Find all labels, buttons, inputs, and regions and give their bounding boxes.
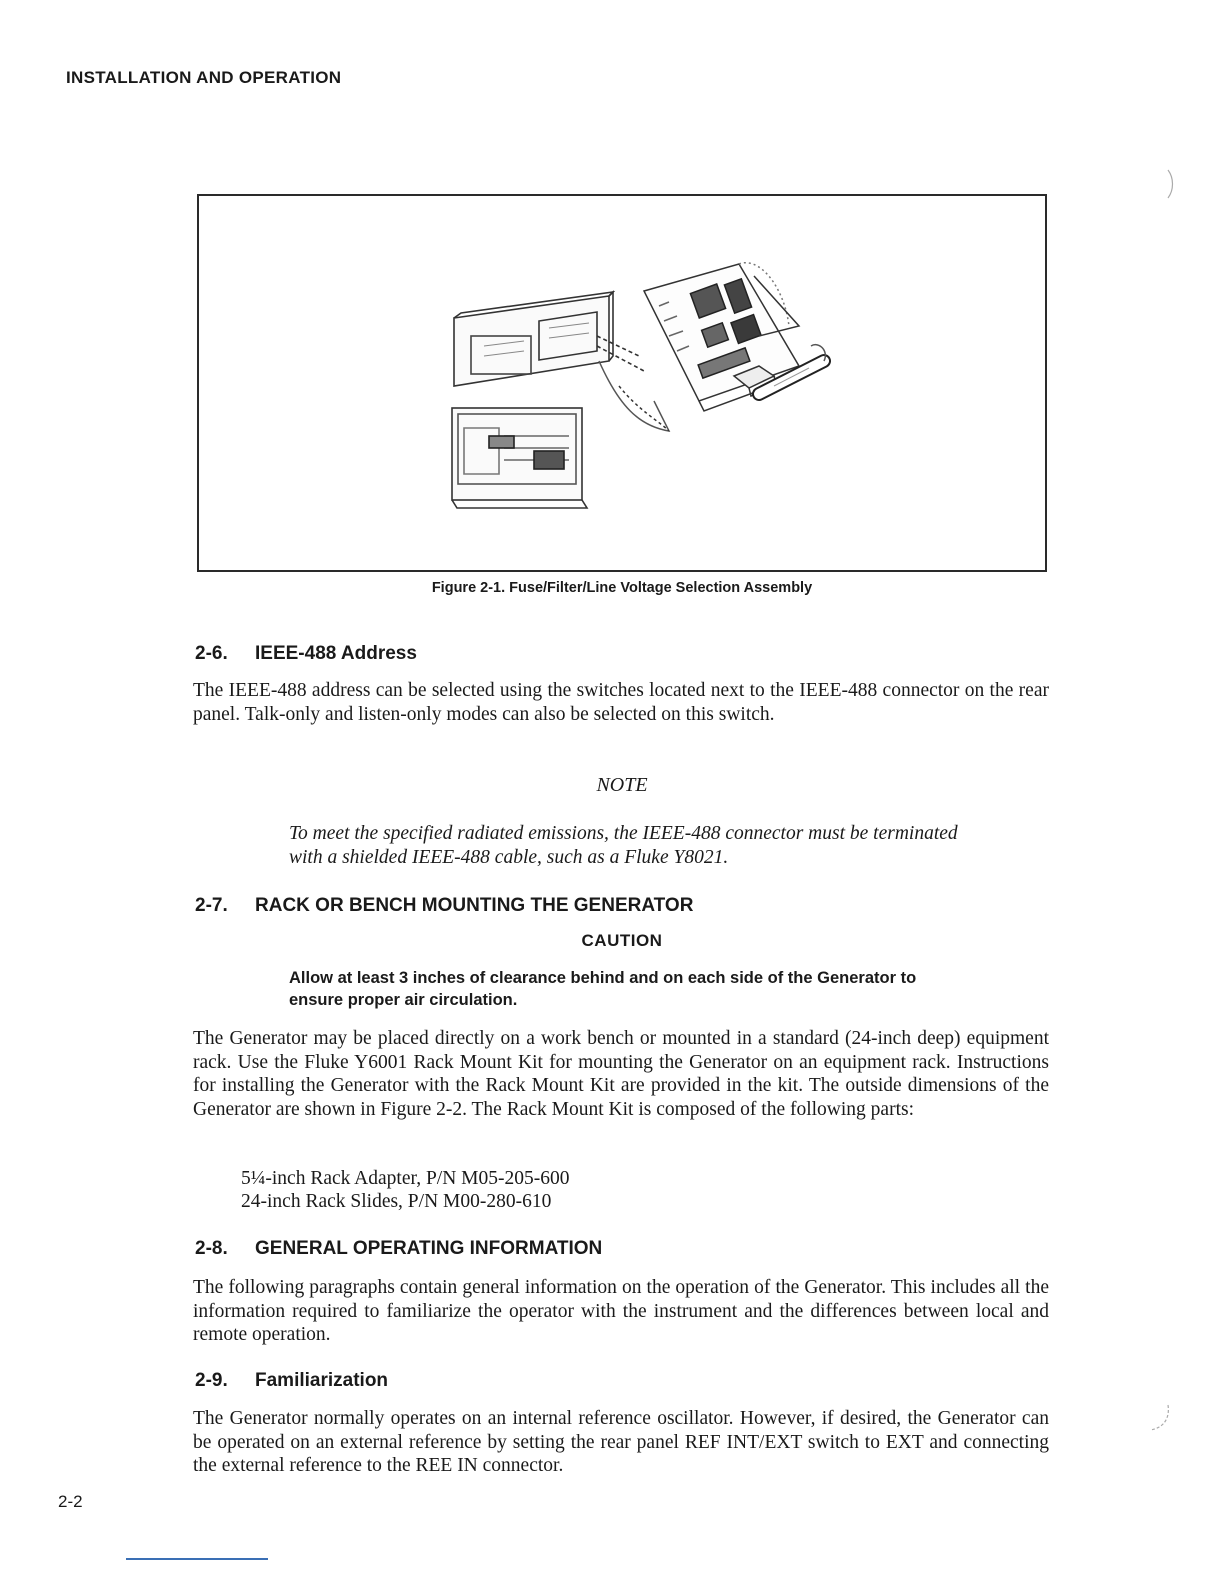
section-number: 2-6. (195, 643, 228, 664)
section-title: Familiarization (255, 1370, 389, 1391)
caution-text: Allow at least 3 inches of clearance behind and on each side of the Generator to ensure proper air circulation. (289, 969, 917, 1009)
section-heading-2-6 (195, 643, 417, 665)
scan-margin-marks (1150, 160, 1190, 760)
rear-panel-board-drawing (599, 263, 804, 431)
page-number: 2-2 (58, 1492, 83, 1511)
section-2-9-paragraph: The Generator normally operates on an internal reference oscillator. However, if desired, the Generator can be operated on an external reference by setting the rear panel REF INT/EXT switch to EXT and connecting the external reference to the REE IN connector. (193, 1408, 1049, 1476)
section-2-7-paragraph: The Generator may be placed directly on a work bench or mounted in a standard (24-inch deep) equipment rack. Use the Fluke Y6001 Rack Mount Kit for mounting the Generator on an equipment rack. Instructions for installing the Generator with the Rack Mount Kit are provided in the kit. The outside dimensions of the Generator are shown in Figure 2-2. The Rack Mount Kit is composed of the following parts: (193, 1028, 1049, 1120)
front-view-drawing (452, 408, 587, 508)
section-number: 2-9. (195, 1370, 228, 1391)
section-2-8-paragraph: The following paragraphs contain general information on the operation of the Generator. This includes all the information required to familiarize the operator with the instrument and the differences between local and remote operation. (193, 1277, 1049, 1345)
figure-caption: Figure 2-1. Fuse/Filter/Line Voltage Selection Assembly (431, 580, 813, 596)
section-heading-2-8 (195, 1238, 602, 1260)
fuse-assembly-illustration (199, 196, 1045, 570)
figure-frame (197, 194, 1047, 572)
section-number: 2-7. (195, 895, 228, 916)
section-2-6-paragraph: The IEEE-488 address can be selected using the switches located next to the IEEE-488 connector on the rear panel. Talk-only and listen-only modes can also be selected on this switch. (193, 680, 1049, 725)
note-title: NOTE (596, 774, 648, 796)
scan-margin-mark (1140, 1400, 1180, 1440)
section-title: GENERAL OPERATING INFORMATION (255, 1238, 603, 1259)
caution-title: CAUTION (581, 931, 663, 950)
running-header: INSTALLATION AND OPERATION (66, 68, 342, 87)
parts-list-item: 5¼-inch Rack Adapter, P/N M05-205-600 (241, 1168, 570, 1189)
section-heading-2-9 (195, 1370, 388, 1392)
note-text: To meet the specified radiated emissions, the IEEE-488 connector must be terminated with a shielded IEEE-488 cable, such as a Fluke Y8021. (289, 823, 958, 868)
bottom-rule (126, 1558, 268, 1560)
generator-chassis-drawing (454, 292, 644, 386)
section-title: RACK OR BENCH MOUNTING THE GENERATOR (255, 895, 694, 916)
section-heading-2-7 (195, 895, 693, 917)
section-number: 2-8. (195, 1238, 228, 1259)
parts-list-item: 24-inch Rack Slides, P/N M00-280-610 (241, 1191, 552, 1212)
section-title: IEEE-488 Address (255, 643, 417, 664)
